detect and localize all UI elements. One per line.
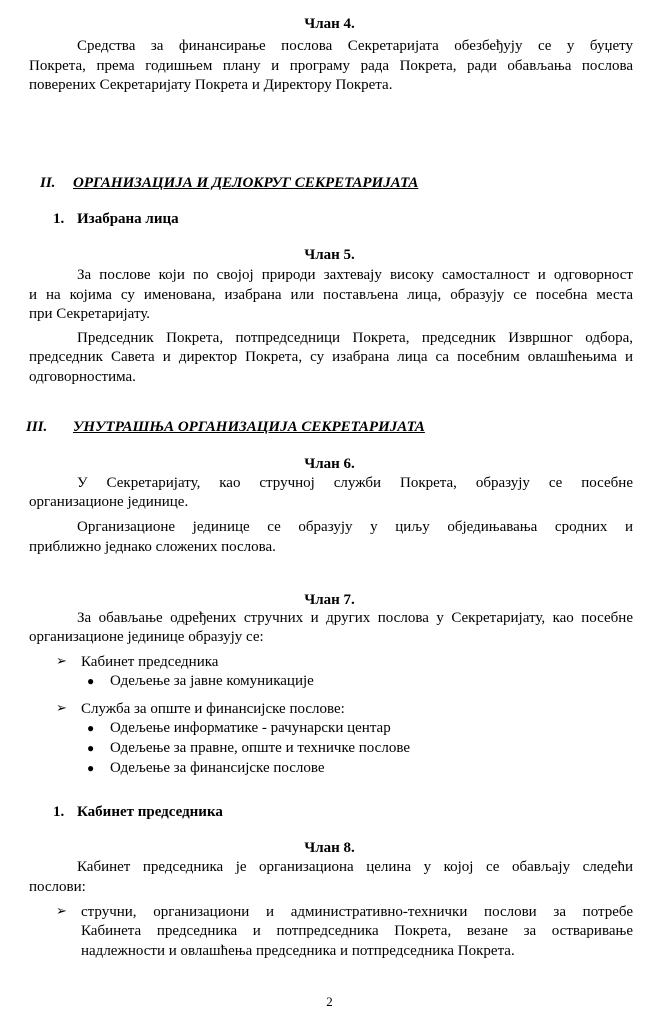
clan7-item2-sub-1: Одељење информатике - рачунарски центар (110, 720, 391, 736)
clan7-item2-sub-3: Одељење за финансијске послове (110, 760, 325, 776)
clan8-line-2: послови: (29, 879, 86, 895)
section2-number: II. (40, 175, 56, 191)
clan5-p1-line-1: За послове који по својој природи захтевају високу самосталност и одговорност (77, 267, 633, 283)
page-number: 2 (326, 994, 333, 1009)
clan4-line-1: Средства за финансирање послова Секретаријата обезбеђују се у буџету (77, 38, 633, 54)
clan4-line-2: Покрета, према годишњем плану и програму рада Покрета, ради обављања послова (29, 58, 633, 74)
dot-bullet-icon: ● (87, 674, 95, 688)
clan5-title: Члан 5. (304, 247, 355, 263)
arrow-bullet-icon: ➢ (56, 701, 67, 716)
clan5-p2-line-3: одговорностима. (29, 369, 136, 385)
clan7-item2: Служба за опште и финансијске послове: (81, 701, 345, 717)
clan5-p1-line-3: при Секретаријату. (29, 306, 151, 322)
clan6-p1-line-2: организационе јединице. (29, 494, 189, 510)
arrow-bullet-icon: ➢ (56, 904, 67, 919)
clan7-item1-sub-1: Одељење за јавне комуникације (110, 673, 314, 689)
clan8-bullet-line-2: Кабинета председника и потпредседника Покрета, везане за остваривање (81, 923, 633, 939)
clan8-title: Члан 8. (304, 840, 355, 856)
subsection-number: 1. (53, 804, 65, 820)
clan5-p1-line-2: и на којима су именована, изабрана или постављена лица, образују се посебна места (29, 287, 633, 303)
clan6-title: Члан 6. (304, 456, 355, 472)
clan7-item2-sub-2: Одељење за правне, опште и техничке послове (110, 740, 410, 756)
clan7-line-2: организационе јединице образују се: (29, 629, 264, 645)
dot-bullet-icon: ● (87, 761, 95, 775)
clan4-title: Члан 4. (304, 16, 355, 32)
section2-sub-number: 1. (53, 211, 65, 227)
clan5-p2-line-2: председник Савета и директор Покрета, су изабрана лица са посебним овлашћењима и (29, 349, 633, 365)
section2-sub-title: Изабрана лица (77, 211, 179, 227)
section3-title: УНУТРАШЊА ОРГАНИЗАЦИЈА СЕКРЕТАРИЈАТА (73, 419, 425, 435)
clan8-bullet-line-3: надлежности и овлашћења председника и потпредседника Покрета. (81, 943, 515, 959)
clan6-p2-line-2: приближно једнако сложених послова. (29, 539, 276, 555)
clan7-title: Члан 7. (304, 592, 355, 608)
clan7-line-1: За обављање одређених стручних и других послова у Секретаријату, као посебне (77, 610, 633, 626)
clan7-item1: Кабинет председника (81, 654, 219, 670)
section2-title: ОРГАНИЗАЦИЈА И ДЕЛОКРУГ СЕКРЕТАРИЈАТА (73, 175, 419, 191)
clan6-p1-line-1: У Секретаријату, као стручној служби Покрета, образују се посебне (77, 475, 633, 491)
section3-number: III. (26, 419, 48, 435)
dot-bullet-icon: ● (87, 721, 95, 735)
clan8-bullet-line-1: стручни, организациони и административно-технички послови за потребе (81, 904, 633, 920)
arrow-bullet-icon: ➢ (56, 654, 67, 669)
clan8-line-1: Кабинет председника је организациона целина у којој се обављају следећи (77, 859, 633, 875)
dot-bullet-icon: ● (87, 741, 95, 755)
clan6-p2-line-1: Организационе јединице се образују у циљу обједињавања сродних и (77, 519, 633, 535)
clan5-p2-line-1: Председник Покрета, потпредседници Покрета, председник Извршног одбора, (77, 330, 633, 346)
clan4-line-3: поверених Секретаријату Покрета и Директору Покрета. (29, 77, 393, 93)
subsection-title: Кабинет председника (77, 804, 223, 820)
